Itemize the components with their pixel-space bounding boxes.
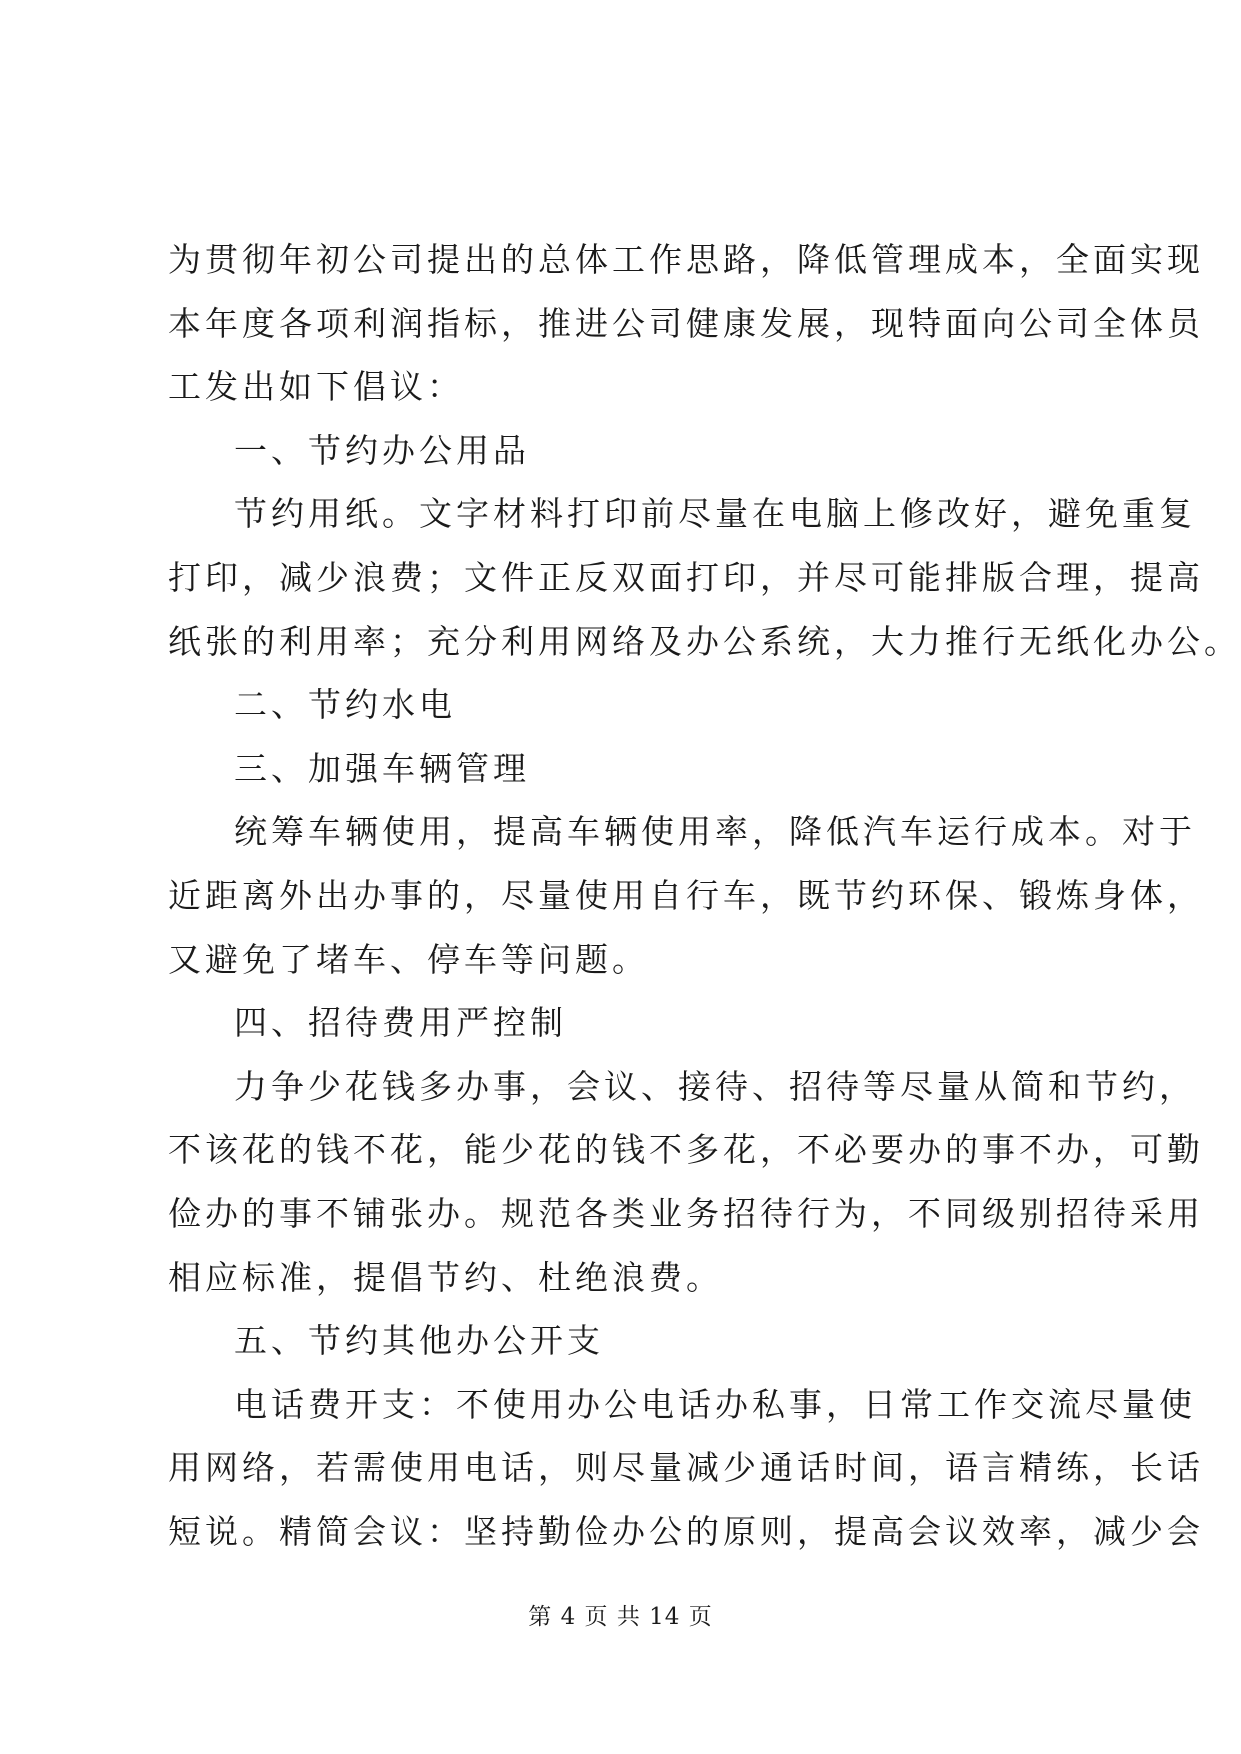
text-line: 本年度各项利润指标，推进公司健康发展，现特面向公司全体员	[168, 303, 1204, 343]
text-line: 用网络，若需使用电话，则尽量减少通话时间，语言精练，长话	[168, 1448, 1204, 1488]
text-line: 相应标准，提倡节约、杜绝浪费。	[168, 1257, 723, 1297]
text-line: 节约用纸。文字材料打印前尽量在电脑上修改好，避免重复	[234, 494, 1196, 534]
section-heading: 一、节约办公用品	[234, 430, 530, 470]
section-heading: 二、节约水电	[234, 685, 456, 725]
text-line: 打印，减少浪费；文件正反双面打印，并尽可能排版合理，提高	[168, 557, 1204, 597]
text-line: 俭办的事不铺张办。规范各类业务招待行为，不同级别招待采用	[168, 1193, 1204, 1233]
text-line: 统筹车辆使用，提高车辆使用率，降低汽车运行成本。对于	[234, 812, 1196, 852]
text-line: 近距离外出办事的，尽量使用自行车，既节约环保、锻炼身体，	[168, 875, 1204, 915]
section-heading: 三、加强车辆管理	[234, 748, 530, 788]
text-line: 工发出如下倡议：	[168, 367, 464, 407]
text-line: 短说。精简会议：坚持勤俭办公的原则，提高会议效率，减少会	[168, 1511, 1204, 1551]
text-line: 纸张的利用率；充分利用网络及办公系统，大力推行无纸化办公。	[168, 621, 1241, 661]
text-line: 力争少花钱多办事，会议、接待、招待等尽量从简和节约，	[234, 1066, 1196, 1106]
document-body	[168, 228, 1241, 1563]
text-line: 为贯彻年初公司提出的总体工作思路，降低管理成本，全面实现	[168, 240, 1204, 279]
text-line: 又避免了堵车、停车等问题。	[168, 939, 649, 979]
text-line: 不该花的钱不花，能少花的钱不多花，不必要办的事不办，可勤	[168, 1130, 1204, 1170]
text-line: 电话费开支：不使用办公电话办私事，日常工作交流尽量使	[234, 1384, 1196, 1424]
page-number-footer: 第 4 页 共 14 页	[528, 1604, 713, 1630]
section-heading: 五、节约其他办公开支	[234, 1321, 604, 1361]
section-heading: 四、招待费用严控制	[234, 1003, 567, 1043]
